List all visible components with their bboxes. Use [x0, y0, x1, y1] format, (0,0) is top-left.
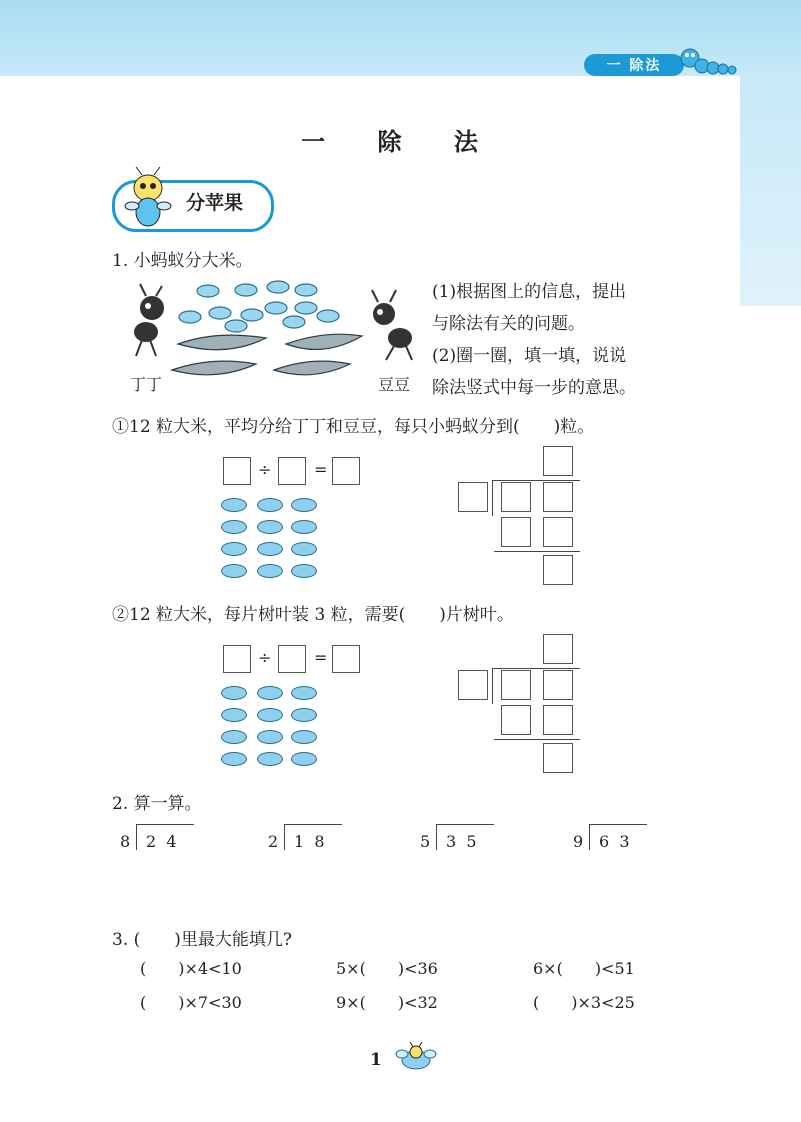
q1-text-line1: (1)根据图上的信息，提出	[432, 282, 627, 302]
rice-grain	[221, 520, 247, 534]
chapter-tag: 一 除法	[584, 54, 684, 76]
q2-item2-bracket-side	[284, 824, 285, 850]
q2-item3-bracket-side	[436, 824, 437, 850]
rice-grain	[221, 498, 247, 512]
division2-product-box-b[interactable]	[543, 705, 573, 735]
ant-left-label: 丁丁	[130, 375, 163, 394]
q1-sub2: ②12 粒大米，每片树叶装 3 粒，需要( )片树叶。	[112, 605, 514, 625]
divide-sign: ÷	[258, 460, 272, 479]
ant-right-label: 豆豆	[378, 375, 411, 394]
rice-grain	[257, 520, 283, 534]
division1-bracket-top	[492, 480, 580, 481]
division2-remainder-box[interactable]	[543, 743, 573, 773]
rice-grain	[291, 708, 317, 722]
q2-item4-divisor: 9	[573, 832, 584, 851]
q2-item2-dividend: 1 8	[294, 832, 325, 851]
division1-dividend-box-a[interactable]	[501, 482, 531, 512]
equation2-box-a[interactable]	[223, 645, 251, 673]
rice-grain	[291, 752, 317, 766]
rice-grain	[257, 498, 283, 512]
rice-grain	[257, 752, 283, 766]
division1-subtract-line	[494, 551, 580, 552]
q3-prompt: 3. ( )里最大能填几?	[112, 930, 293, 950]
rice-grain	[221, 564, 247, 578]
ants-rice-leaves-illustration	[116, 278, 426, 378]
rice-grain	[291, 542, 317, 556]
q3-item: ( )×3<25	[533, 993, 635, 1012]
q2-prompt: 2. 算一算。	[112, 794, 202, 814]
division1-quotient-box[interactable]	[543, 446, 573, 476]
q3-item: 5×( )<36	[336, 959, 438, 978]
rice-grain	[291, 686, 317, 700]
q2-item3-bracket-top	[436, 824, 494, 825]
q2-item1-bracket-side	[136, 824, 137, 850]
bee-footer-icon	[394, 1042, 438, 1074]
rice-grain	[291, 564, 317, 578]
q2-item3-dividend: 3 5	[446, 832, 477, 851]
division2-quotient-box[interactable]	[543, 634, 573, 664]
page-number: 1	[370, 1050, 382, 1070]
rice-grain	[291, 730, 317, 744]
q2-item1-divisor: 8	[120, 832, 131, 851]
q2-item1-dividend: 2 4	[146, 832, 177, 851]
division2-dividend-box-b[interactable]	[543, 670, 573, 700]
bee-mascot-icon	[118, 166, 178, 232]
division1-dividend-box-b[interactable]	[543, 482, 573, 512]
division1-product-box-b[interactable]	[543, 517, 573, 547]
q3-item: 6×( )<51	[533, 959, 635, 978]
page-title: 一 除 法	[301, 127, 500, 156]
q2-item1-bracket-top	[136, 824, 194, 825]
divide-sign: ÷	[258, 648, 272, 667]
equals-sign: =	[314, 460, 328, 479]
rice-grain	[221, 686, 247, 700]
rice-grain	[257, 708, 283, 722]
rice-grain	[221, 542, 247, 556]
division2-dividend-box-a[interactable]	[501, 670, 531, 700]
q1-prompt: 1. 小蚂蚁分大米。	[112, 251, 253, 271]
division2-subtract-line	[494, 739, 580, 740]
q2-item4-bracket-side	[589, 824, 590, 850]
ant-doudou-icon	[372, 290, 412, 360]
q2-item2-bracket-top	[284, 824, 342, 825]
rice-grain	[257, 564, 283, 578]
rice-grain	[291, 520, 317, 534]
rice-grain	[221, 752, 247, 766]
q2-item2-divisor: 2	[268, 832, 279, 851]
caterpillar-icon	[680, 42, 740, 78]
q2-item4-bracket-top	[589, 824, 647, 825]
division1-divisor-box[interactable]	[458, 482, 488, 512]
division1-bracket-side	[492, 480, 493, 516]
rice-grain	[221, 730, 247, 744]
division1-product-box-a[interactable]	[501, 517, 531, 547]
division2-product-box-a[interactable]	[501, 705, 531, 735]
ant-dingding-icon	[134, 284, 164, 356]
equation1-box-c[interactable]	[332, 457, 360, 485]
side-band	[740, 76, 801, 306]
q2-item3-divisor: 5	[420, 832, 431, 851]
q2-item4-dividend: 6 3	[599, 832, 630, 851]
q3-item: ( )×7<30	[140, 993, 242, 1012]
section-badge-label: 分苹果	[186, 192, 244, 214]
q1-text-line3: (2)圈一圈，填一填，说说	[432, 346, 627, 366]
rice-grain	[221, 708, 247, 722]
division2-divisor-box[interactable]	[458, 670, 488, 700]
equation2-box-b[interactable]	[278, 645, 306, 673]
equals-sign: =	[314, 648, 328, 667]
q1-sub1: ①12 粒大米，平均分给丁丁和豆豆，每只小蚂蚁分到( )粒。	[112, 417, 595, 437]
q3-item: ( )×4<10	[140, 959, 242, 978]
division2-bracket-side	[492, 668, 493, 704]
q3-item: 9×( )<32	[336, 993, 438, 1012]
rice-grain	[257, 686, 283, 700]
rice-grain	[291, 498, 317, 512]
equation1-box-a[interactable]	[223, 457, 251, 485]
equation2-box-c[interactable]	[332, 645, 360, 673]
division2-bracket-top	[492, 668, 580, 669]
equation1-box-b[interactable]	[278, 457, 306, 485]
rice-grain	[257, 730, 283, 744]
rice-grain	[257, 542, 283, 556]
division1-remainder-box[interactable]	[543, 555, 573, 585]
q1-text-line4: 除法竖式中每一步的意思。	[432, 378, 636, 398]
q1-text-line2: 与除法有关的问题。	[432, 314, 585, 334]
